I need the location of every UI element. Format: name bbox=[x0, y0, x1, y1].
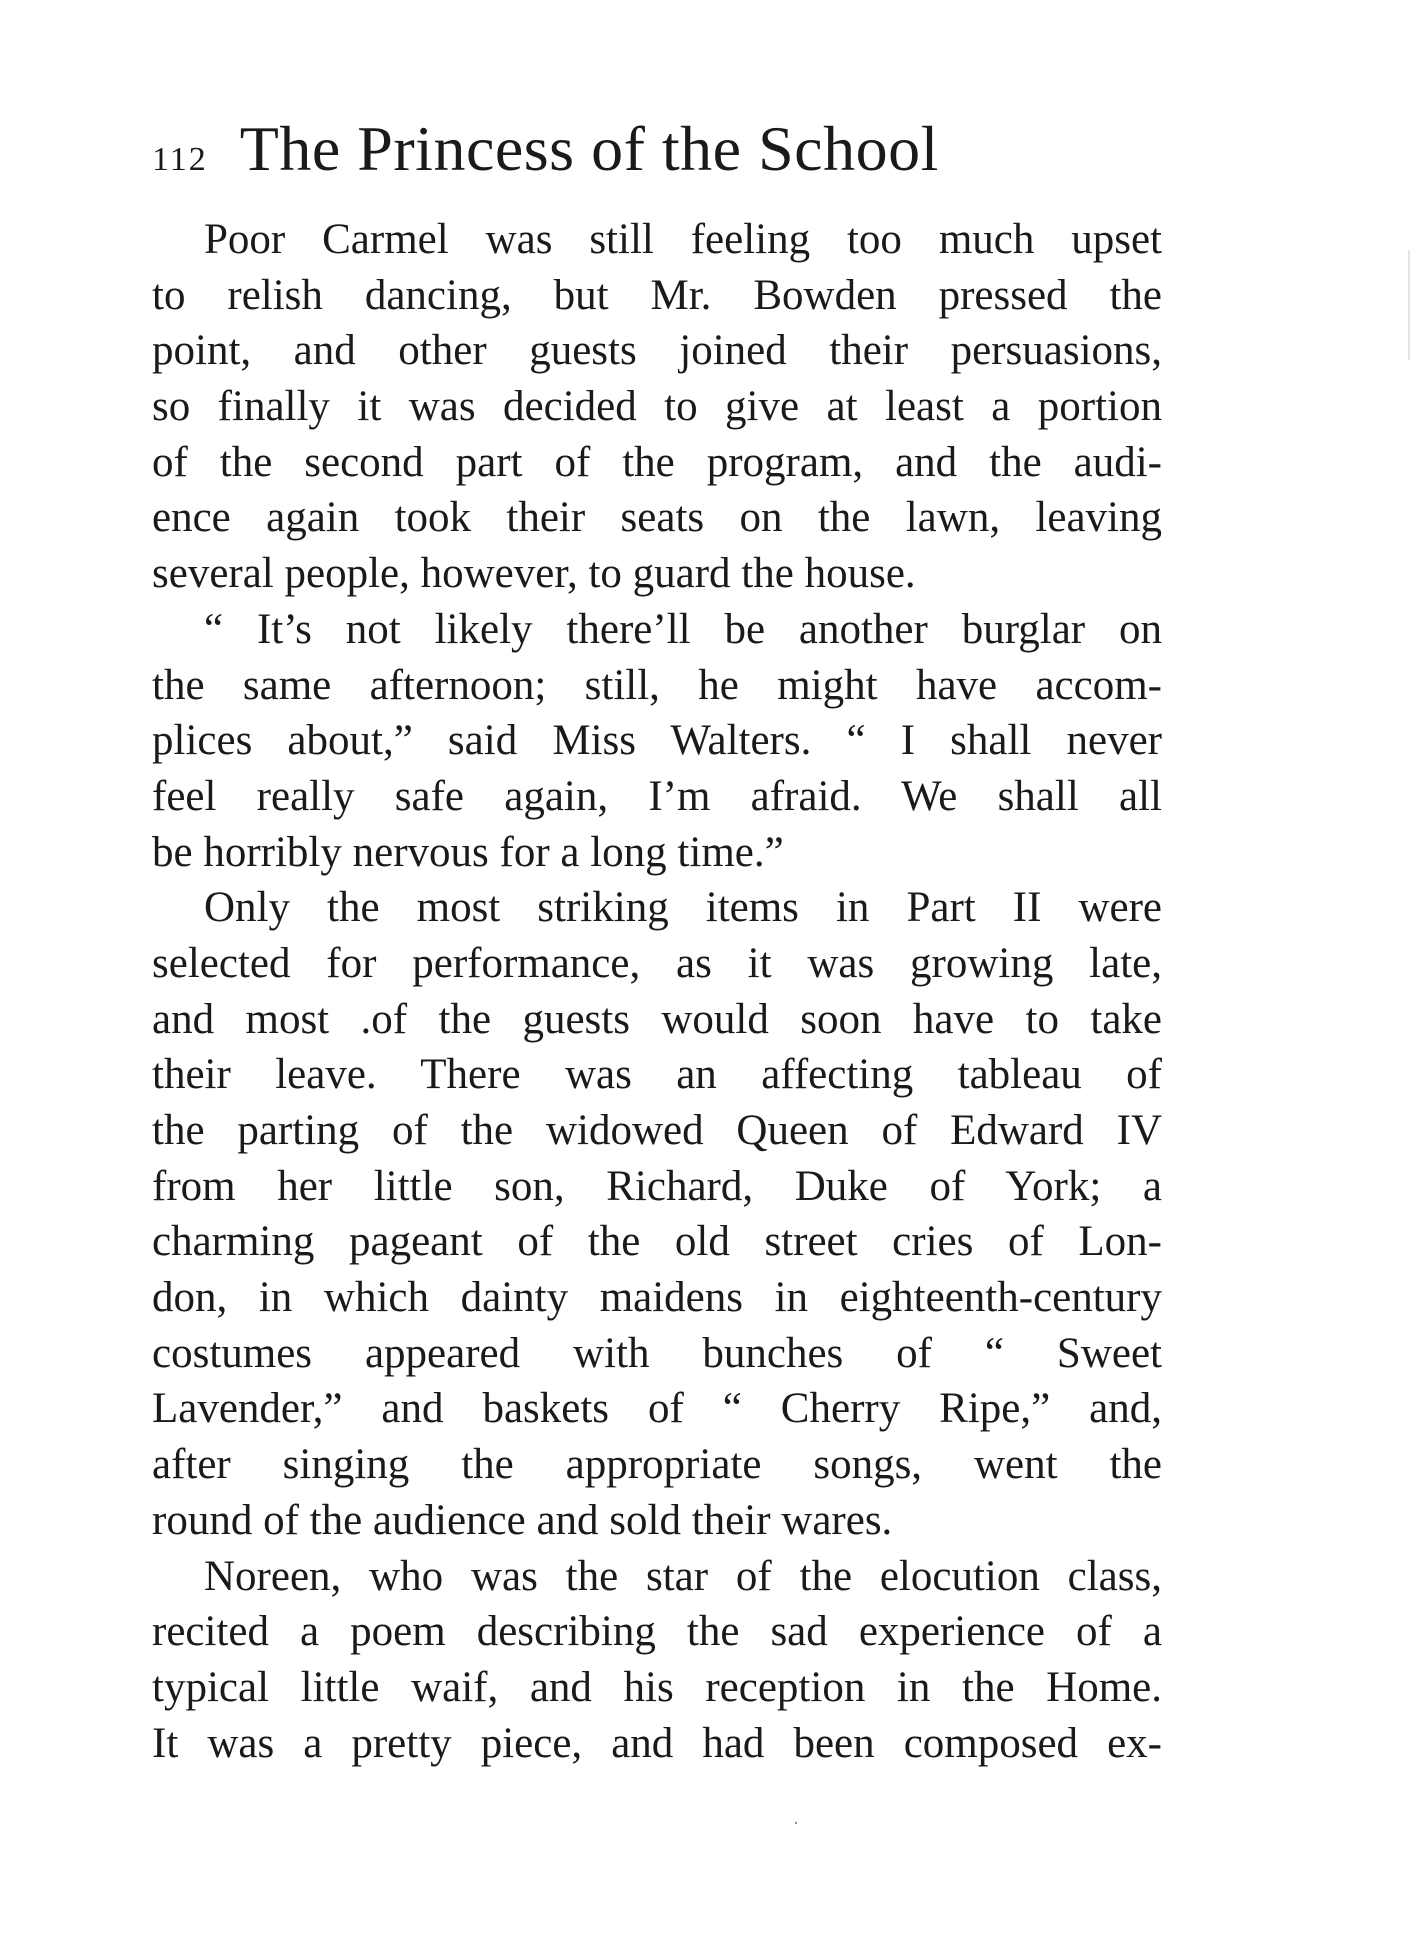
text-line: to relish dancing, but Mr. Bowden pressed the bbox=[152, 271, 1162, 319]
text-line: recited a poem describing the sad experience of a bbox=[152, 1608, 1162, 1656]
text-line: Poor Carmel was still feeling too much upset bbox=[204, 216, 1162, 263]
text-line: Only the most striking items in Part II were bbox=[204, 884, 1162, 932]
text-line: the parting of the widowed Queen of Edward IV bbox=[152, 1107, 1162, 1154]
text-line: typical little waif, and his reception in the Home. bbox=[152, 1663, 1162, 1711]
body-text bbox=[152, 212, 1162, 1771]
text-line: Noreen, who was the star of the elocution class, bbox=[204, 1552, 1162, 1600]
text-line: selected for performance, as it was growing late, bbox=[152, 939, 1162, 987]
text-line: It was a pretty piece, and had been composed ex- bbox=[152, 1719, 1162, 1767]
text-line: Lavender,” and baskets of “ Cherry Ripe,” and, bbox=[152, 1385, 1162, 1433]
text-line: the same afternoon; still, he might have accom- bbox=[152, 661, 1162, 709]
text-line: of the second part of the program, and the audi- bbox=[152, 438, 1162, 486]
text-line: several people, however, to guard the house. bbox=[152, 550, 916, 598]
text-line: feel really safe again, I’m afraid. We shall all bbox=[152, 772, 1162, 820]
text-line: round of the audience and sold their wares. bbox=[152, 1496, 893, 1544]
book-title: The Princess of the School bbox=[239, 113, 939, 184]
text-line: don, in which dainty maidens in eighteenth-century bbox=[152, 1274, 1162, 1322]
text-line: after singing the appropriate songs, went the bbox=[152, 1441, 1162, 1489]
text-line: from her little son, Richard, Duke of York; a bbox=[152, 1162, 1162, 1210]
text-line: charming pageant of the old street cries of Lon- bbox=[152, 1218, 1162, 1266]
text-line: be horribly nervous for a long time.” bbox=[152, 828, 784, 876]
running-head bbox=[152, 112, 1162, 182]
text-line: and most .of the guests would soon have to take bbox=[152, 995, 1162, 1043]
text-line: plices about,” said Miss Walters. “ I shall never bbox=[152, 717, 1162, 765]
print-speck bbox=[795, 1822, 797, 1824]
text-line: costumes appeared with bunches of “ Sweet bbox=[152, 1329, 1162, 1377]
text-line: ence again took their seats on the lawn, leaving bbox=[152, 494, 1162, 542]
text-line: point, and other guests joined their persuasions, bbox=[152, 327, 1162, 375]
text-line: their leave. There was an affecting tableau of bbox=[152, 1051, 1162, 1099]
text-line: so finally it was decided to give at least a portion bbox=[152, 383, 1162, 431]
text-line: “ It’s not likely there’ll be another burglar on bbox=[204, 605, 1162, 653]
page-edge-shadow bbox=[1408, 250, 1410, 360]
page-number: 112 bbox=[152, 141, 208, 178]
